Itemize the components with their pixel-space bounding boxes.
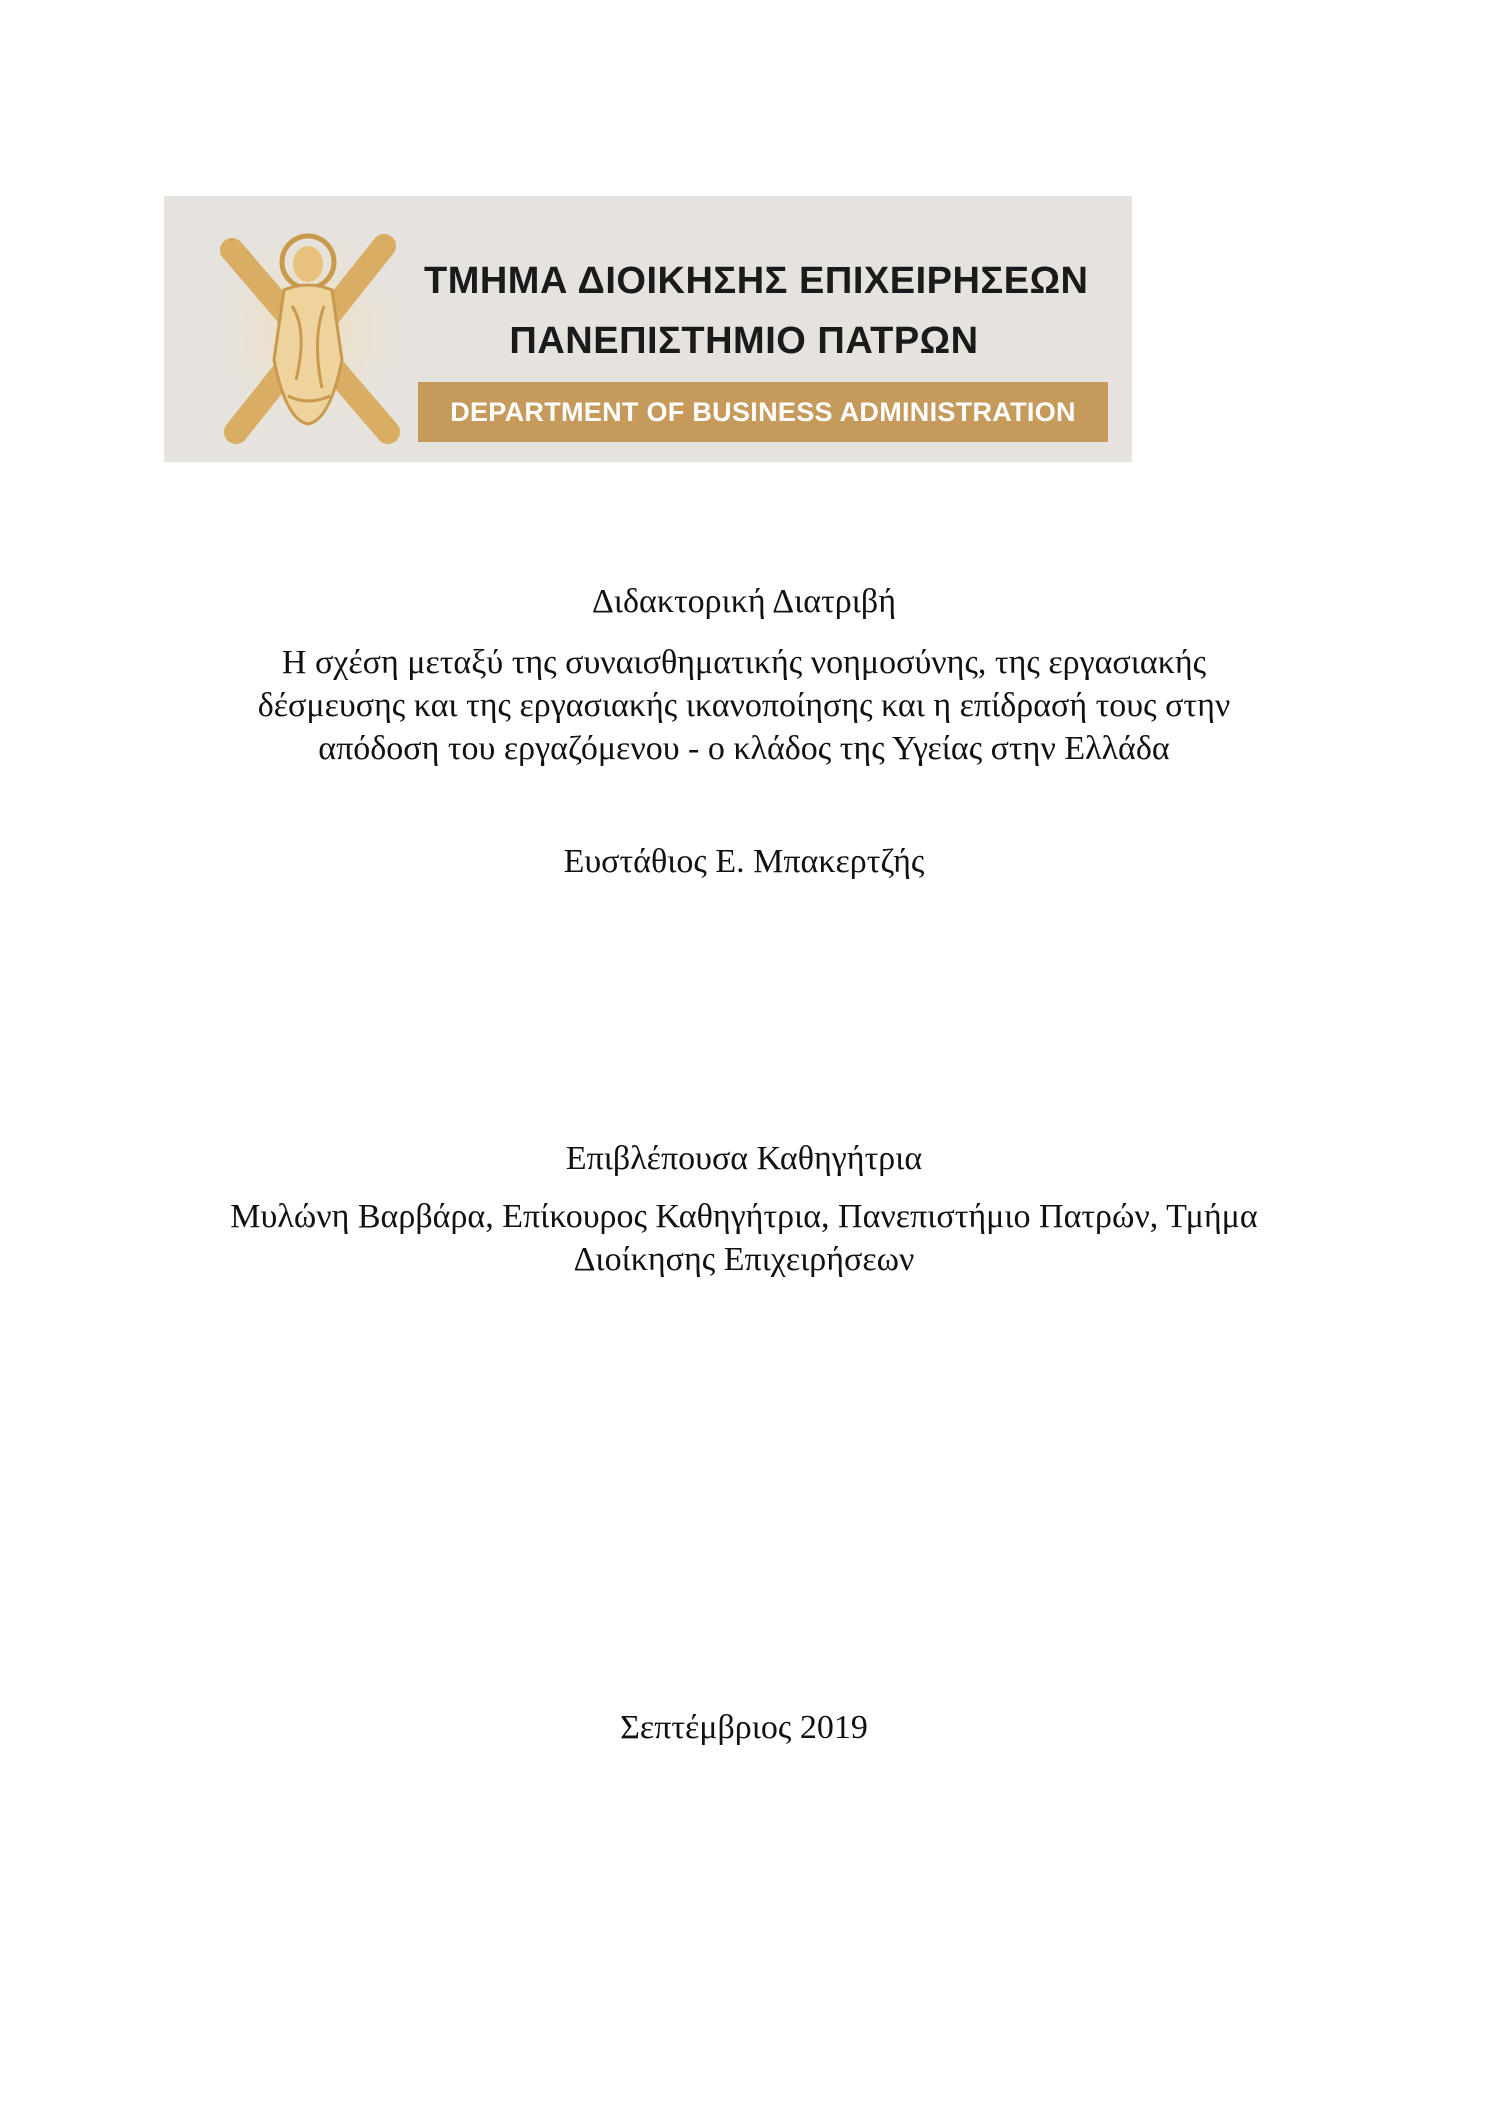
banner-university-title: ΠΑΝΕΠΙΣΤΗΜΙΟ ΠΑΤΡΩΝ — [509, 320, 979, 362]
banner-english-strip — [418, 382, 1108, 442]
supervisor-details — [100, 1195, 1388, 1281]
thesis-title — [100, 641, 1388, 770]
banner-department-title: ΤΜΗΜΑ ΔΙΟΙΚΗΣΗΣ ΕΠΙΧΕΙΡΗΣΕΩΝ — [424, 260, 1089, 302]
document-type: Διδακτορική Διατριβή — [592, 583, 896, 620]
title-line: Η σχέση μεταξύ της συναισθηματικής νοημοσύνης, της εργασιακής — [281, 644, 1207, 681]
title-line: απόδοση του εργαζόμενου - ο κλάδος της Υγείας στην Ελλάδα — [318, 730, 1170, 767]
banner-department-english: DEPARTMENT OF BUSINESS ADMINISTRATION — [450, 397, 1076, 427]
saint-andrew-emblem-icon — [192, 210, 424, 450]
supervisor-label: Επιβλέπουσα Καθηγήτρια — [565, 1140, 923, 1177]
title-line: δέσμευσης και της εργασιακής ικανοποίησης και η επίδρασή τους στην — [257, 687, 1231, 724]
supervisor-detail-line: Μυλώνη Βαρβάρα, Επίκουρος Καθηγήτρια, Πανεπιστήμιο Πατρών, Τμήμα — [230, 1198, 1258, 1235]
author-name: Ευστάθιος Ε. Μπακερτζής — [563, 843, 925, 880]
supervisor-detail-line: Διοίκησης Επιχειρήσεων — [573, 1241, 915, 1278]
submission-date: Σεπτέμβριος 2019 — [620, 1709, 868, 1746]
department-banner — [164, 196, 1132, 462]
